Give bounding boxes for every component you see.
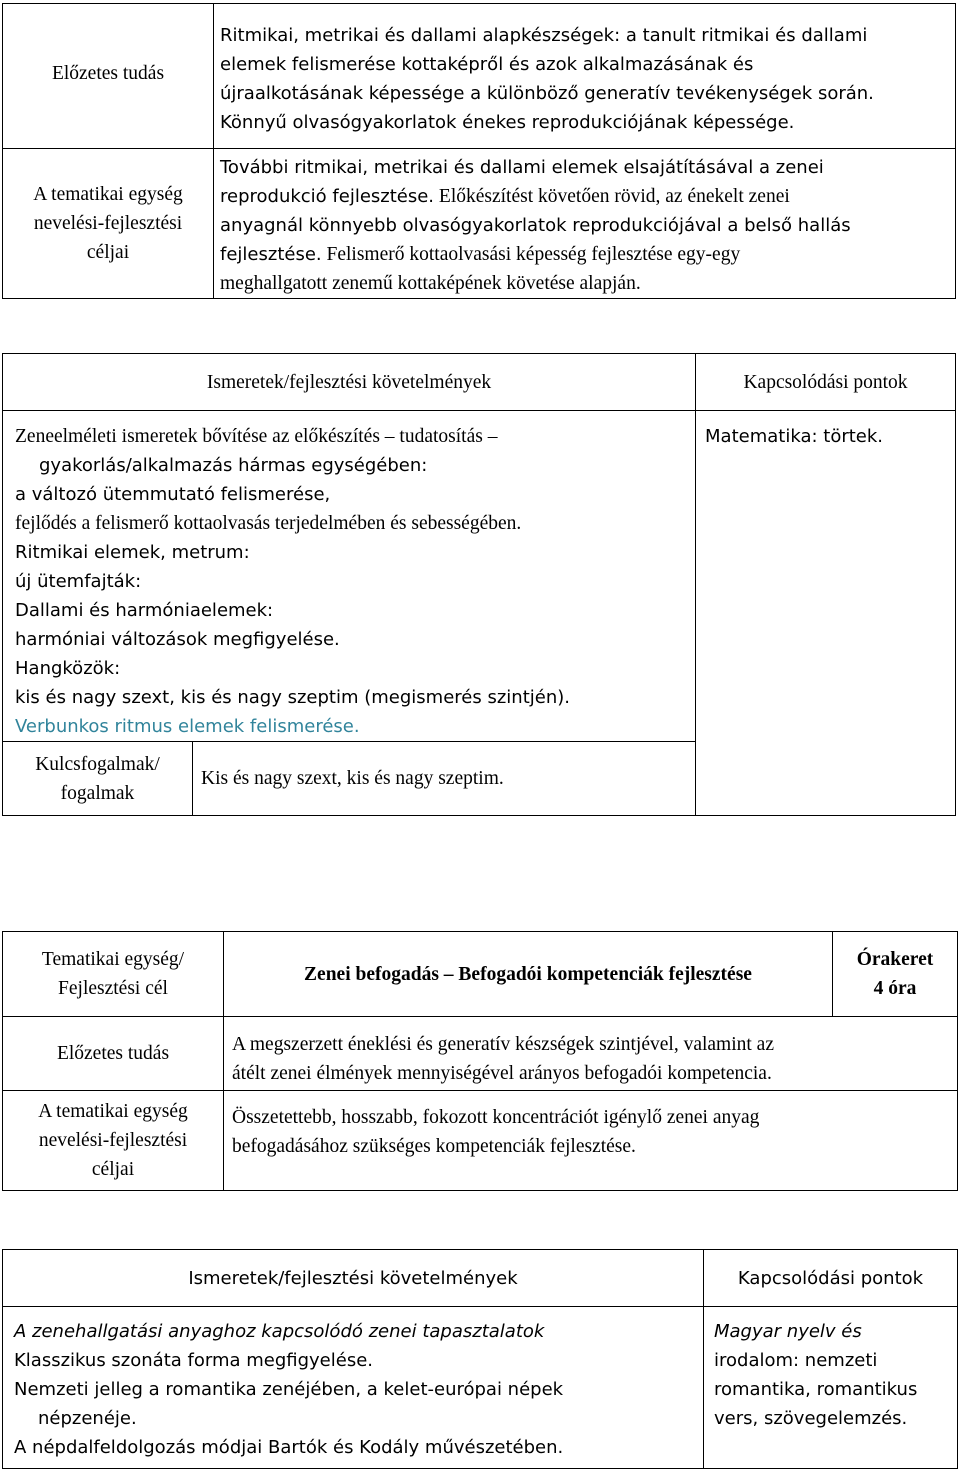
- label-prior-knowledge: [3, 4, 214, 149]
- text-segment: fejlesztése.: [220, 244, 322, 265]
- goals-2-text: [224, 1091, 958, 1191]
- text-line: Matematika: törtek.: [705, 426, 884, 447]
- text-segment: reprodukció fejlesztése.: [220, 186, 435, 207]
- header-connections-2-text: Kapcsolódási pontok: [737, 1267, 924, 1289]
- text-line: kis és nagy szext, kis és nagy szeptim (megismerés szintjén).: [15, 687, 570, 708]
- text-line: Verbunkos ritmus elemek felismerése.: [15, 716, 360, 737]
- text-line: meghallgatott zenemű kottaképének követése alapján.: [220, 273, 641, 294]
- label-goals-line: nevelési-fejlesztési: [33, 213, 183, 234]
- text-line: Összetettebb, hosszabb, fokozott koncentrációt igénylő zenei anyag: [232, 1107, 760, 1128]
- text-line: További ritmikai, metrikai és dallami elemek elsajátításával a zenei: [220, 157, 824, 178]
- label-prior-knowledge-2-text: Előzetes tudás: [56, 1043, 170, 1064]
- text-segment: Felismerő kottaolvasási képesség fejlesztése egy-egy: [321, 244, 741, 265]
- text-line: átélt zenei élmények mennyiségével arányos befogadói kompetencia.: [232, 1063, 772, 1084]
- label-goals-2-line: A tematikai egység: [38, 1101, 188, 1122]
- thematic-unit-title-text: Zenei befogadás – Befogadói kompetenciák fejlesztése: [304, 963, 752, 985]
- label-goals-2-line: céljai: [91, 1159, 135, 1180]
- text-line: vers, szövegelemzés.: [714, 1408, 908, 1429]
- table-requirements-1: [2, 353, 956, 816]
- label-prior-knowledge-2: [3, 1017, 224, 1091]
- connections-text: [696, 411, 956, 816]
- label-goals-2-line: nevelési-fejlesztési: [38, 1130, 188, 1151]
- requirements-text: [3, 411, 696, 742]
- label-goals-line: céljai: [86, 242, 130, 263]
- table-requirements-2: [2, 1249, 958, 1469]
- text-line: irodalom: nemzeti: [714, 1350, 878, 1371]
- text-line: a változó ütemmutató felismerése,: [15, 484, 331, 505]
- goals-text: [214, 149, 956, 299]
- label-thematic-unit: [3, 932, 224, 1017]
- table-thematic-unit-2: [2, 931, 958, 1191]
- text-line: Ritmikai, metrikai és dallami alapkészségek: a tanult ritmikai és dallami: [220, 25, 868, 46]
- text-line: Könnyű olvasógyakorlatok énekes reprodukciójának képessége.: [220, 112, 795, 133]
- text-line: A zenehallgatási anyaghoz kapcsolódó zenei tapasztalatok: [14, 1321, 545, 1342]
- time-frame: [833, 932, 958, 1017]
- text-line: harmóniai változások megfigyelése.: [15, 629, 340, 650]
- label-keywords: [3, 742, 193, 816]
- text-line: Ritmikai elemek, metrum:: [15, 542, 250, 563]
- header-connections-2: [704, 1250, 958, 1307]
- time-frame-label: Órakeret: [856, 949, 934, 970]
- text-line: népzenéje.: [38, 1408, 137, 1429]
- text-line: A népdalfeldolgozás módjai Bartók és Kodály művészetében.: [14, 1437, 564, 1458]
- text-segment: Előkészítést követően rövid, az énekelt zenei: [434, 186, 790, 207]
- text-line: új ütemfajták:: [15, 571, 142, 592]
- text-line: anyagnál könnyebb olvasógyakorlatok reprodukciójával a belső hallás: [220, 215, 851, 236]
- time-frame-value: 4 óra: [873, 978, 917, 999]
- label-goals-2: [3, 1091, 224, 1191]
- prior-knowledge-2-text: [224, 1017, 958, 1091]
- text-line: Magyar nyelv és: [714, 1321, 862, 1342]
- header-requirements: [3, 354, 696, 411]
- label-keywords-line: fogalmak: [60, 782, 135, 804]
- header-requirements-2: [3, 1250, 704, 1307]
- prior-knowledge-text: [214, 4, 956, 149]
- text-line: újraalkotásának képessége a különböző generatív tevékenységek során.: [220, 83, 874, 104]
- text-line: Nemzeti jelleg a romantika zenéjében, a kelet-európai népek: [14, 1379, 564, 1400]
- label-goals: [3, 149, 214, 299]
- header-connections: [696, 354, 956, 411]
- thematic-unit-title: [224, 932, 833, 1017]
- text-line: gyakorlás/alkalmazás hármas egységében:: [39, 455, 428, 476]
- label-thematic-unit-line: Tematikai egység/: [41, 949, 185, 970]
- header-requirements-text: Ismeretek/fejlesztési követelmények: [206, 371, 492, 393]
- connections-2-text: [704, 1307, 958, 1469]
- text-line: romantika, romantikus: [714, 1379, 918, 1400]
- label-goals-line: A tematikai egység: [33, 184, 183, 205]
- header-connections-text: Kapcsolódási pontok: [743, 371, 908, 393]
- text-line: elemek felismerése kottaképről és azok alkalmazásának és: [220, 54, 754, 75]
- text-line: Klasszikus szonáta forma megfigyelése.: [14, 1350, 373, 1371]
- text-line: fejlődés a felismerő kottaolvasás terjedelmében és sebességében.: [15, 513, 522, 534]
- header-requirements-2-text: Ismeretek/fejlesztési követelmények: [188, 1267, 518, 1289]
- text-line: Zeneelméleti ismeretek bővítése az előkészítés – tudatosítás –: [15, 426, 498, 447]
- keywords-text: Kis és nagy szext, kis és nagy szeptim.: [201, 768, 504, 789]
- text-line: A megszerzett éneklési és generatív készségek szintjével, valamint az: [232, 1034, 774, 1055]
- text-line: [220, 240, 955, 269]
- text-line: Hangközök:: [15, 658, 121, 679]
- keywords-value: [193, 742, 696, 816]
- label-prior-knowledge-text: Előzetes tudás: [51, 62, 165, 84]
- label-keywords-line: Kulcsfogalmak/: [35, 753, 160, 775]
- text-line: Dallami és harmóniaelemek:: [15, 600, 274, 621]
- requirements-2-text: [3, 1307, 704, 1469]
- text-line: [220, 182, 955, 211]
- label-thematic-unit-line: Fejlesztési cél: [58, 978, 168, 999]
- text-line: befogadásához szükséges kompetenciák fejlesztése.: [232, 1136, 636, 1157]
- table-prior-knowledge-1: [2, 3, 956, 299]
